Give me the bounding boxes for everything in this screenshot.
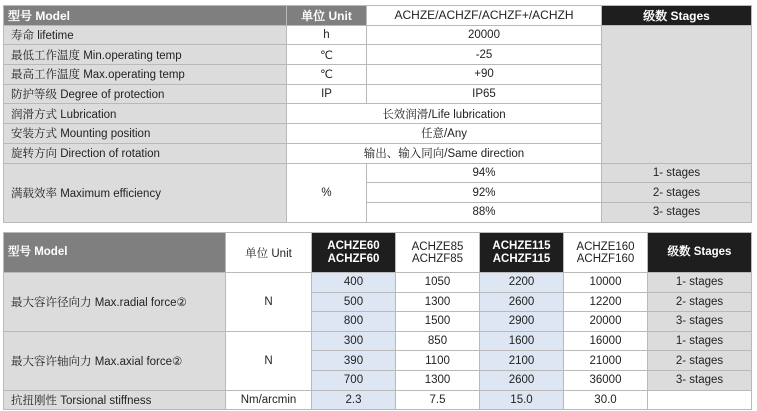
value-cell: 390	[312, 351, 396, 371]
row-value: 20000	[367, 25, 602, 45]
value-cell: 10000	[564, 273, 648, 293]
row-unit: ℃	[287, 65, 367, 85]
torsional-stiffness-unit: Nm/arcmin	[226, 390, 312, 410]
model-name: ACHZE160	[576, 240, 635, 253]
row-label: 安装方式 Mounting position	[4, 124, 287, 144]
model-column-header	[312, 233, 396, 273]
value-cell: 2600	[480, 292, 564, 312]
value-cell: 1050	[396, 273, 480, 293]
value-cell: 12200	[564, 292, 648, 312]
model-header: 型号 Model	[4, 6, 287, 26]
value-cell: 16000	[564, 331, 648, 351]
stage-label: 3- stages	[648, 312, 752, 332]
value-cell: 1500	[396, 312, 480, 332]
value-cell: 36000	[564, 370, 648, 390]
row-value: IP65	[367, 84, 602, 104]
general-spec-table	[3, 5, 752, 223]
force-header-row	[4, 233, 752, 273]
efficiency-unit: %	[287, 163, 367, 222]
row-value: +90	[367, 65, 602, 85]
value-cell: 400	[312, 273, 396, 293]
value-cell: 2900	[480, 312, 564, 332]
value-cell: 15.0	[480, 390, 564, 410]
table-row	[4, 390, 752, 410]
row-unit: IP	[287, 84, 367, 104]
value-cell: 2100	[480, 351, 564, 371]
model-column-header	[480, 233, 564, 273]
model-name: ACHZF160	[576, 252, 635, 265]
model-name: ACHZF60	[327, 252, 380, 265]
stage-label: 1- stages	[648, 273, 752, 293]
model-name: ACHZE60	[327, 239, 380, 252]
efficiency-value: 92%	[367, 183, 602, 203]
model-column-header	[396, 233, 480, 273]
stage-label: 1- stages	[648, 331, 752, 351]
radial-force-label: 最大容许径向力 Max.radial force②	[4, 273, 226, 332]
unit-header: 单位 Unit	[287, 6, 367, 26]
unit-header: 单位 Unit	[226, 233, 312, 273]
value-cell: 30.0	[564, 390, 648, 410]
value-cell: 2.3	[312, 390, 396, 410]
spec-header-row	[4, 6, 752, 26]
stages-header: 级数 Stages	[648, 233, 752, 273]
value-cell: 500	[312, 292, 396, 312]
model-name: ACHZE85	[411, 240, 464, 253]
table-row	[4, 25, 752, 45]
model-column-header	[564, 233, 648, 273]
stage-label: 3- stages	[648, 370, 752, 390]
value-cell: 21000	[564, 351, 648, 371]
table-row	[4, 331, 752, 351]
stages-header: 级数 Stages	[602, 6, 752, 26]
table-row	[4, 273, 752, 293]
efficiency-value: 88%	[367, 202, 602, 222]
row-label: 防护等级 Degree of protection	[4, 84, 287, 104]
model-name: ACHZF85	[411, 252, 464, 265]
row-unit: ℃	[287, 45, 367, 65]
efficiency-value: 94%	[367, 163, 602, 183]
row-unit: h	[287, 25, 367, 45]
series-header: ACHZE/ACHZF/ACHZF+/ACHZH	[367, 6, 602, 26]
model-header: 型号 Model	[4, 233, 226, 273]
row-label: 旋转方向 Direction of rotation	[4, 143, 287, 163]
value-cell: 1300	[396, 292, 480, 312]
row-label: 润滑方式 Lubrication	[4, 104, 287, 124]
row-label: 最低工作温度 Min.operating temp	[4, 45, 287, 65]
value-cell: 20000	[564, 312, 648, 332]
stage-label: 3- stages	[602, 202, 752, 222]
value-cell: 1100	[396, 351, 480, 371]
row-value: -25	[367, 45, 602, 65]
value-cell: 2200	[480, 273, 564, 293]
radial-force-unit: N	[226, 273, 312, 332]
stage-label: 1- stages	[602, 163, 752, 183]
value-cell: 2600	[480, 370, 564, 390]
table-row	[4, 163, 752, 183]
axial-force-unit: N	[226, 331, 312, 390]
value-cell: 1600	[480, 331, 564, 351]
stage-label: 2- stages	[648, 292, 752, 312]
row-value: 输出、输入同向/Same direction	[287, 143, 602, 163]
torsional-stiffness-label: 抗扭刚性 Torsional stiffness	[4, 390, 226, 410]
row-label: 最高工作温度 Max.operating temp	[4, 65, 287, 85]
stages-blank-cell	[602, 25, 752, 163]
value-cell: 300	[312, 331, 396, 351]
model-name: ACHZE115	[492, 239, 551, 252]
value-cell: 800	[312, 312, 396, 332]
force-spec-table	[3, 232, 752, 410]
value-cell: 700	[312, 370, 396, 390]
axial-force-label: 最大容许轴向力 Max.axial force②	[4, 331, 226, 390]
efficiency-label: 满载效率 Maximum efficiency	[4, 163, 287, 222]
row-label: 寿命 lifetime	[4, 25, 287, 45]
stages-blank-cell	[648, 390, 752, 410]
value-cell: 1300	[396, 370, 480, 390]
row-value: 任意/Any	[287, 124, 602, 144]
stage-label: 2- stages	[602, 183, 752, 203]
stage-label: 2- stages	[648, 351, 752, 371]
row-value: 长效润滑/Life lubrication	[287, 104, 602, 124]
value-cell: 850	[396, 331, 480, 351]
value-cell: 7.5	[396, 390, 480, 410]
model-name: ACHZF115	[492, 252, 551, 265]
